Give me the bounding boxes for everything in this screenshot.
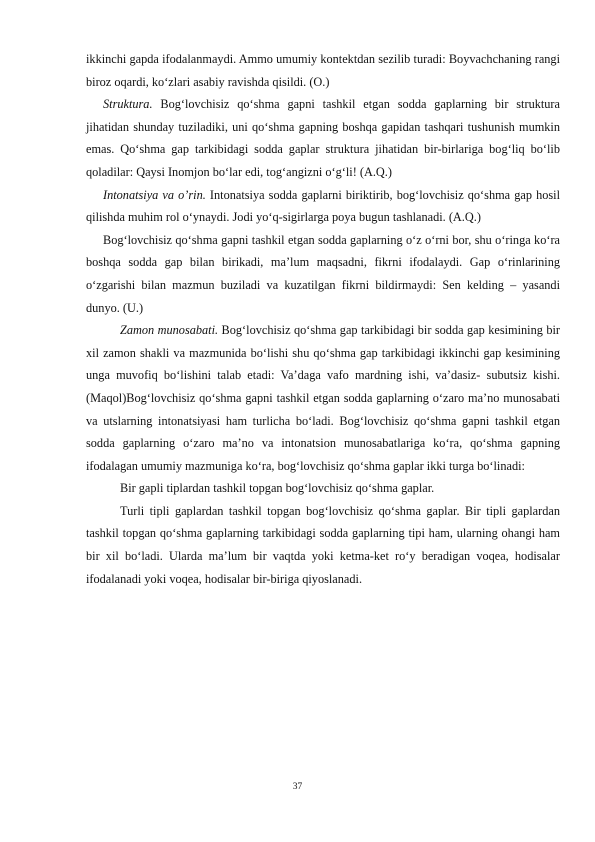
page-number: 37 xyxy=(292,782,303,792)
paragraph-word-order xyxy=(86,229,560,319)
paragraph-tense-relation xyxy=(86,319,560,477)
paragraph-text: Bog‘lovchisiz qo‘shma gap tarkibidagi bir sodda gap kesimining bir xil zamon shakli va mazmunida bo‘lishi shu qo‘shma gap tarkibidagi ikkinchi gap kesimining unga muvofiq bo‘lishini talab etadi: Va’daga vafo mardning ishi, va’dasiz- subutsiz kishi. (Maqol)Bog‘lovchisiz qo‘shma gapni tashkil etgan sodda gaplarning o‘zaro ma’no munosabati va utslarning intonatsiyasi ham turlicha bo‘ladi. Bog‘lovchisiz qo‘shma gapni tashkil etgan sodda gaplarning o‘zaro ma’no va intonatsion munosabatlariga ko‘ra, qo‘shma gapning ifodalagan umumiy mazmuniga ko‘ra, bog‘lovchisiz qo‘shma gaplar ikki turga bo‘linadi: xyxy=(86,323,560,473)
paragraph-text: Bog‘lovchisiz qo‘shma gapni tashkil etgan sodda gaplarning o‘z o‘rni bor, shu o‘ringa ko‘ra boshqa sodda gap bilan birikadi, ma’lum maqsadni, fikrni ifodalaydi. Gap o‘rinlarining o‘zgarishi bilan mazmun buziladi va kuzatilgan fikrni bildirmaydi: Sen kelding – yasandi dunyo. (U.) xyxy=(86,232,560,315)
paragraph-text: Turli tipli gaplardan tashkil topgan bog‘lovchisiz qo‘shma gaplar. Bir tipli gaplardan tashkil topgan qo‘shma gaplarning tarkibidagi sodda gaplarning tipi ham, ularning ohangi ham bir xil bo‘ladi. Ularda ma’lum bir vaqtda yoki ketma-ket ro‘y beradigan voqea, hodisalar ifodalanadi yoki voqea, hodisalar bir-biriga qiyoslanadi. xyxy=(86,503,560,586)
paragraph-heading: Intonatsiya va o’rin. xyxy=(103,187,206,202)
paragraph-text: Intonatsiya sodda gaplarni biriktirib, bog‘lovchisiz qo‘shma gap hosil qilishda muhim rol o‘ynaydi. Jodi yo‘q-sigirlarga poya bugun tashlanadi. (A.Q.) xyxy=(86,187,560,225)
paragraph-type-one xyxy=(86,477,560,500)
paragraph-structure xyxy=(86,93,560,183)
paragraph-type-two xyxy=(86,500,560,590)
paragraph-text: Bog‘lovchisiz qo‘shma gapni tashkil etgan sodda gaplarning bir struktura jihatidan shunday tuziladiki, uni qo‘shma gapning boshqa gapidan tashqari tushunish mumkin emas. Qo‘shma gap tarkibidagi sodda gaplar struktura jihatidan bir-birlariga bog‘liq bo‘lib qoladilar: Qaysi Inomjon bo‘lar edi, tog‘angizni o‘g‘li! (A.Q.) xyxy=(86,97,560,179)
paragraph-intonation xyxy=(86,184,560,229)
paragraph-text: Bir gapli tiplardan tashkil topgan bog‘lovchisiz qo‘shma gaplar. xyxy=(120,481,435,496)
paragraph-heading: Struktura. xyxy=(103,97,153,112)
paragraph-continuation xyxy=(86,48,560,93)
paragraph-heading: Zamon munosabati. xyxy=(120,323,219,338)
paragraph-text: ikkinchi gapda ifodalanmaydi. Ammo umumiy kontektdan sezilib turadi: Boyvachchaning rangi biroz oqardi, ko‘zlari asabiy ravishda qisildi. (O.) xyxy=(86,52,560,89)
document-body xyxy=(86,48,560,590)
